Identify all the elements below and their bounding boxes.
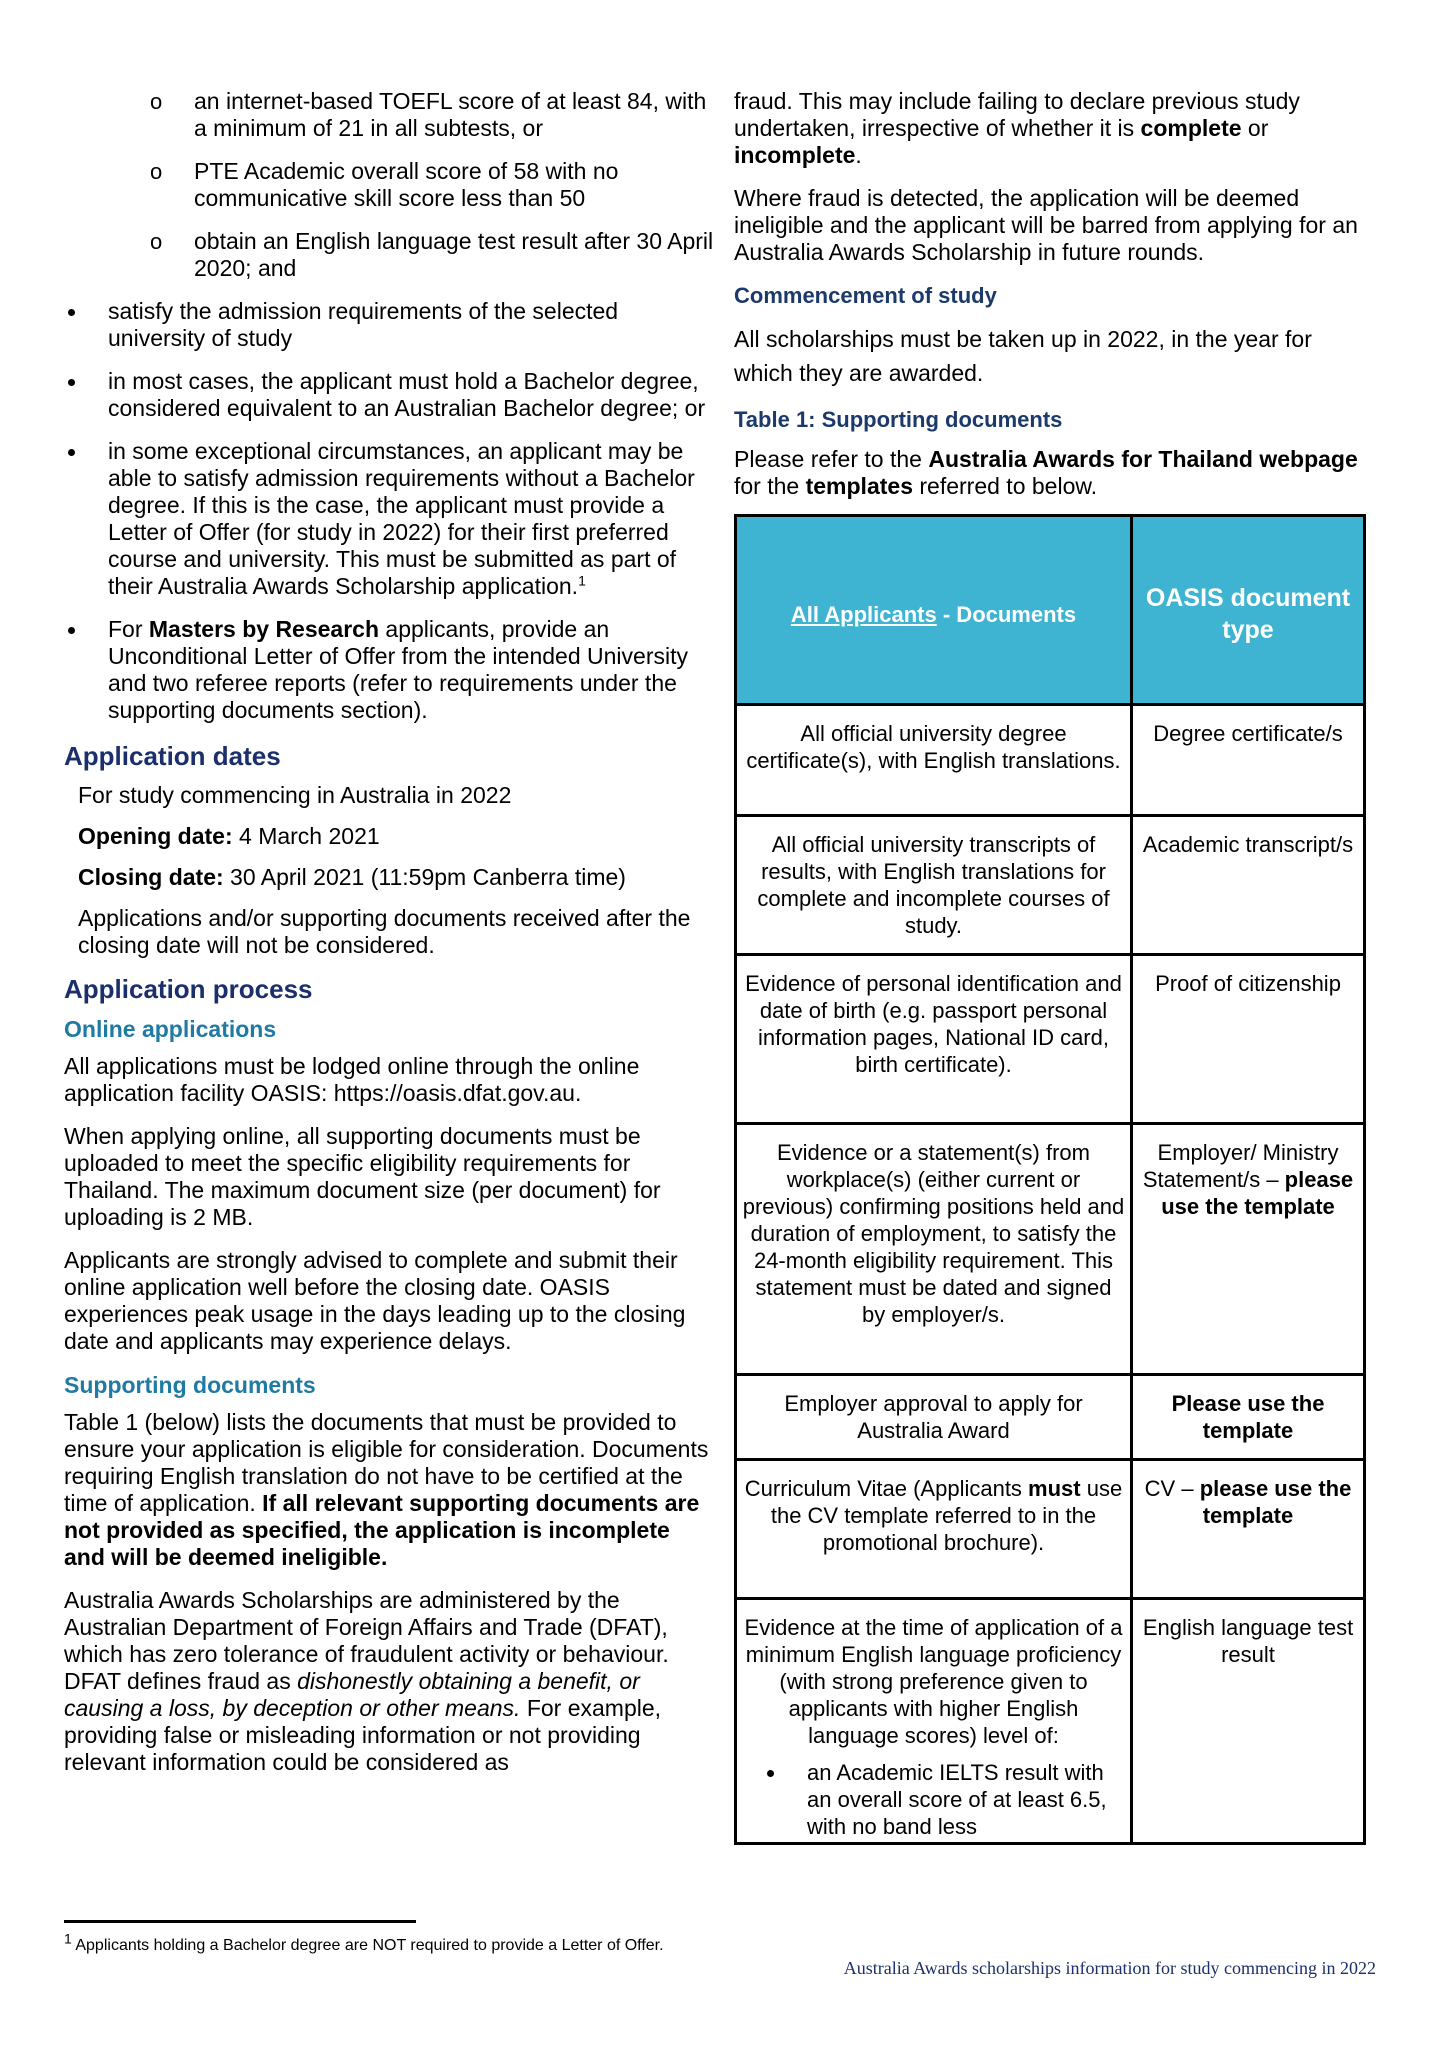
- left-column: [64, 88, 714, 1776]
- commencement-text: All scholarships must be taken up in 2022, in the year for which they are awarded.: [734, 326, 1312, 386]
- table-cell-type: Degree certificate/s: [1132, 705, 1365, 816]
- online-paragraph-2: When applying online, all supporting documents must be uploaded to meet the specific eligibility requirements for Thailand. The maximum document size (per document) for uploading is 2 MB.: [64, 1123, 661, 1230]
- bullet-icon: [767, 1770, 774, 1777]
- table-cell-doc: Evidence or a statement(s) from workplace(s) (either current or previous) confirming positions held and duration of employment, to satisfy the 24-month eligibility requirement. This statement must be dated and signed by employer/s.: [736, 1124, 1132, 1375]
- online-paragraph-1: All applications must be lodged online through the online application facility OASIS: https://oasis.dfat.gov.au.: [64, 1053, 640, 1106]
- commencement-heading: Commencement of study: [734, 283, 997, 308]
- all-applicants-link[interactable]: All Applicants: [790, 601, 937, 627]
- list-item: o an internet-based TOEFL score of at least 84, with a minimum of 21 in all subtests, or: [150, 88, 707, 141]
- eligibility-list: [64, 298, 714, 724]
- table-intro: Please refer to the Australia Awards for Thailand webpage for the templates referred to below.: [734, 446, 1358, 499]
- table-row: [736, 1375, 1365, 1460]
- table-row: [736, 816, 1365, 955]
- footnote-ref[interactable]: 1: [578, 572, 586, 589]
- supporting-documents-table: [734, 514, 1366, 1845]
- list-item: in some exceptional circumstances, an applicant may be able to satisfy admission requirements without a Bachelor degree. If this is the case, the applicant must provide a Letter of Offer (for study in 2022) for their first preferred course and university. This must be submitted as part of their Australia Awards Scholarship application.$^1$: [64, 438, 714, 600]
- application-process-heading: Application process: [64, 974, 313, 1004]
- list-item: satisfy the admission requirements of the selected university of study: [64, 298, 714, 352]
- bullet-icon: [68, 379, 75, 386]
- table-heading: Table 1: Supporting documents: [734, 407, 1063, 432]
- table-cell-type: Please use the template: [1132, 1375, 1365, 1460]
- table-cell-type: Proof of citizenship: [1132, 955, 1365, 1124]
- list-item: o obtain an English language test result after 30 April 2020; and: [150, 228, 714, 281]
- list-item: For Masters by Research applicants, provide an Unconditional Letter of Offer from the intended University and two referee reports (refer to requirements under the supporting documents section).: [64, 616, 714, 724]
- supporting-paragraph-2: Australia Awards Scholarships are administered by the Australian Department of Foreign Affairs and Trade (DFAT), which has zero tolerance of fraudulent activity or behaviour. DFAT defines fraud as dishonestly obtaining a benefit, or causing a loss, by deception or other means. For example, providing false or misleading information or not providing relevant information could be considered as: [64, 1587, 669, 1775]
- fraud-paragraph-1: fraud. This may include failing to declare previous study undertaken, irrespective of whether it is complete or incomplete.: [734, 88, 1300, 168]
- list-item: o PTE Academic overall score of 58 with no communicative skill score less than 50: [150, 158, 619, 211]
- header-documents: All Applicants - Documents: [736, 516, 1132, 705]
- supporting-paragraph-1: Table 1 (below) lists the documents that must be provided to ensure your application is eligible for consideration. Documents requiring English translation do not have to be certified at the time of application. If all relevant supporting documents are not provided as specified, the application is incomplete and will be deemed ineligible.: [64, 1409, 709, 1570]
- online-applications-heading: Online applications: [64, 1016, 277, 1042]
- late-note: Applications and/or supporting documents received after the closing date will not be considered.: [78, 905, 691, 958]
- dates-intro: For study commencing in Australia in 2022: [78, 782, 512, 808]
- table-cell-doc: Curriculum Vitae (Applicants must use the CV template referred to in the promotional brochure).: [736, 1460, 1132, 1599]
- table-cell-doc: Employer approval to apply for Australia Award: [736, 1375, 1132, 1460]
- footnote-divider: [64, 1920, 416, 1923]
- online-paragraph-3: Applicants are strongly advised to complete and submit their online application well before the closing date. OASIS experiences peak usage in the days leading up to the closing date and applicants may experience delays.: [64, 1247, 686, 1354]
- bullet-icon: [68, 449, 75, 456]
- opening-date: Opening date: 4 March 2021: [78, 823, 380, 849]
- table-cell-type: Employer/ Ministry Statement/s – please use the template: [1132, 1124, 1365, 1375]
- table-row: [736, 955, 1365, 1124]
- list-item: an Academic IELTS result with an overall score of at least 6.5, with no band less: [767, 1759, 1126, 1840]
- table-row: [736, 705, 1365, 816]
- bullet-icon: [68, 627, 75, 634]
- fraud-paragraph-2: Where fraud is detected, the application will be deemed ineligible and the applicant will be barred from applying for an Australia Awards Scholarship in future rounds.: [734, 185, 1358, 265]
- footnote: $^1$ Applicants holding a Bachelor degree are NOT required to provide a Letter of Offer.: [64, 1930, 664, 1954]
- table-row: [736, 1124, 1365, 1375]
- page-footer: Australia Awards scholarships information for study commencing in 2022: [843, 1958, 1376, 1978]
- supporting-documents-heading: Supporting documents: [64, 1372, 316, 1398]
- table-cell-doc: All official university degree certificate(s), with English translations.: [736, 705, 1132, 816]
- table-cell-type: English language test result: [1132, 1599, 1365, 1844]
- table-cell-type: Academic transcript/s: [1132, 816, 1365, 955]
- right-column: [734, 88, 1366, 1845]
- closing-date: Closing date: 30 April 2021 (11:59pm Canberra time): [78, 864, 626, 890]
- table-cell-type: CV – please use the template: [1132, 1460, 1365, 1599]
- application-dates-block: [64, 782, 714, 959]
- list-item: in most cases, the applicant must hold a Bachelor degree, considered equivalent to an Australian Bachelor degree; or: [64, 368, 714, 422]
- english-test-sub-list: [64, 88, 714, 282]
- ielts-list: [741, 1759, 1126, 1840]
- table-cell-doc: Evidence of personal identification and date of birth (e.g. passport personal information pages, National ID card, birth certificate).: [736, 955, 1132, 1124]
- table-cell-doc: All official university transcripts of results, with English translations for complete and incomplete courses of study.: [736, 816, 1132, 955]
- header-oasis-type: OASIS document type: [1132, 516, 1365, 705]
- table-row: [736, 1599, 1365, 1844]
- table-row: [736, 1460, 1365, 1599]
- table-header-row: [736, 516, 1365, 705]
- table-cell-doc: Evidence at the time of application of a minimum English language proficiency (with strong preference given to applicants with higher English language scores) level of: an Academic IELTS result with an overall score of at least 6.5, with no band less: [736, 1599, 1132, 1844]
- application-dates-heading: Application dates: [64, 741, 281, 771]
- bullet-icon: [68, 309, 75, 316]
